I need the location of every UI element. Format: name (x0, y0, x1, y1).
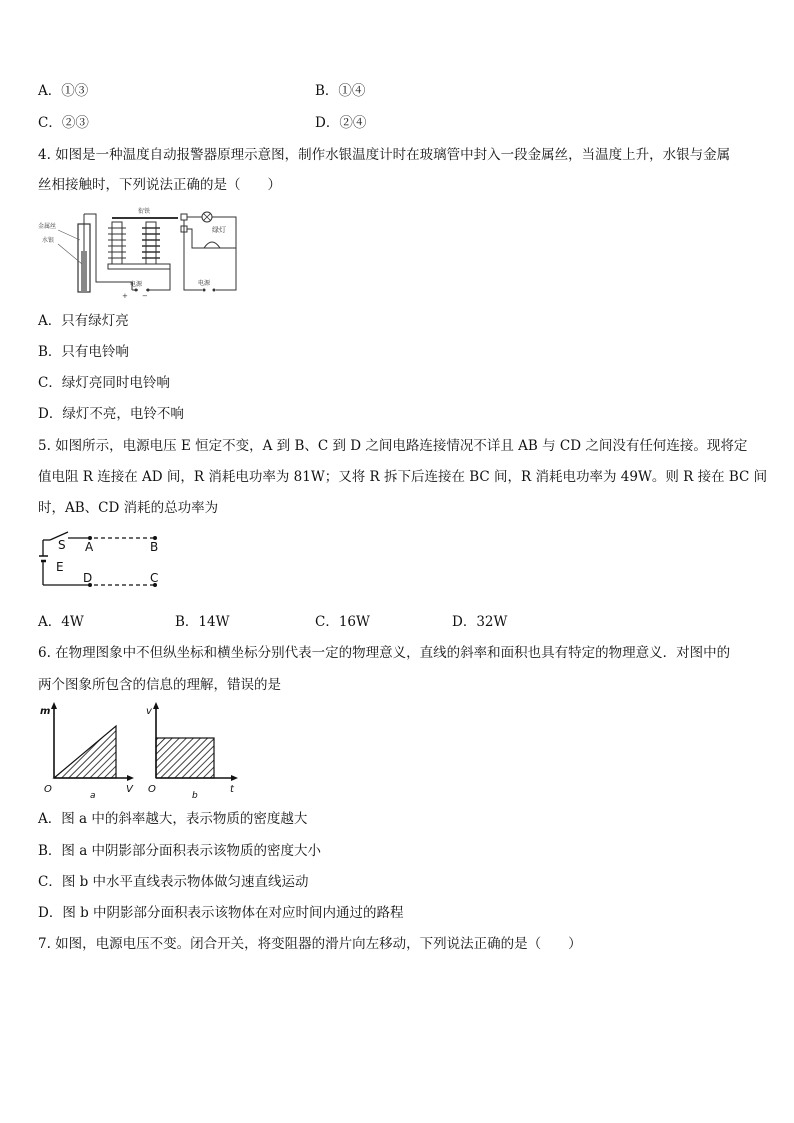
q5-stem-line2: 值电阻 R 连接在 AD 间，R 消耗电功率为 81W；又将 R 拆下后连接在 BC 间，R 消耗电功率为 49W。则 R 接在 BC 间 (38, 469, 768, 485)
label-armature: 衔铁 (138, 208, 151, 215)
label-power-1: 电源 (130, 281, 143, 288)
graph-b (146, 702, 238, 800)
label-power-2: 电源 (198, 280, 211, 287)
graph-a-caption: a (90, 791, 96, 800)
label-A: A (85, 540, 94, 554)
graph-a-y-label: m (40, 706, 51, 717)
q6-option-a: A．图 a 中的斜率越大，表示物质的密度越大 (38, 811, 308, 827)
q5-option-a: A．4W (38, 614, 84, 630)
q6-option-c: C．图 b 中水平直线表示物体做匀速直线运动 (38, 874, 309, 890)
q6-graphs (38, 702, 250, 800)
label-C: C (150, 571, 159, 585)
label-B: B (150, 540, 159, 554)
prev-option-c: C．②③ (38, 115, 89, 131)
q4-option-a: A．只有绿灯亮 (38, 313, 129, 329)
q4-stem-line2: 丝相接触时，下列说法正确的是（ ） (38, 177, 281, 193)
q6-option-d: D．图 b 中阴影部分面积表示该物体在对应时间内通过的路程 (38, 905, 404, 921)
graph-a-origin: O (44, 784, 52, 795)
label-S: S (58, 538, 66, 552)
label-minus: − (142, 292, 148, 300)
graph-b-shaded-area (156, 738, 214, 778)
prev-option-a: A．①③ (38, 83, 89, 99)
q6-stem-line1: 6. 在物理图象中不但纵坐标和横坐标分别代表一定的物理意义，直线的斜率和面积也具有特定的物理意义．对图中的 (38, 645, 731, 661)
label-E: E (56, 560, 64, 574)
graph-b-origin: O (148, 784, 156, 795)
q5-stem-line1: 5. 如图所示，电源电压 E 恒定不变，A 到 B、C 到 D 之间电路连接情况不详且 AB 与 CD 之间没有任何连接。现将定 (38, 438, 748, 454)
q7-stem-line1: 7. 如图，电源电压不变。闭合开关，将变阻器的滑片向左移动，下列说法正确的是（ ） (38, 936, 582, 952)
prev-option-d: D．②④ (315, 115, 367, 131)
graph-a-shaded-area (54, 726, 116, 778)
q5-option-b: B．14W (175, 614, 230, 630)
label-mercury: 水银 (42, 237, 55, 244)
q6-option-b: B．图 a 中阴影部分面积表示该物质的密度大小 (38, 843, 322, 859)
q4-option-b: B．只有电铃响 (38, 344, 129, 360)
q4-option-d: D．绿灯不亮，电铃不响 (38, 406, 184, 422)
graph-a (40, 702, 134, 800)
graph-a-x-label: V (126, 784, 133, 795)
label-D: D (83, 571, 93, 585)
graph-b-caption: b (192, 791, 198, 800)
mercury-column (81, 251, 87, 291)
q5-option-c: C．16W (315, 614, 370, 630)
label-green-lamp: 绿灯 (212, 226, 226, 234)
label-metal-wire: 金属丝 (38, 223, 57, 230)
bell-icon (204, 242, 220, 248)
q4-stem-line1: 4. 如图是一种温度自动报警器原理示意图，制作水银温度计时在玻璃管中封入一段金属丝，当温度上升，水银与金属 (38, 147, 731, 163)
q4-option-c: C．绿灯亮同时电铃响 (38, 375, 170, 391)
q5-stem-line3: 时，AB、CD 消耗的总功率为 (38, 500, 219, 516)
graph-b-x-label: t (230, 784, 234, 795)
graph-b-y-label: v (146, 706, 152, 717)
q4-alarm-circuit-diagram (38, 206, 243, 302)
q5-option-d: D．32W (452, 614, 508, 630)
label-plus: + (122, 292, 128, 300)
q6-stem-line2: 两个图象所包含的信息的理解，错误的是 (38, 677, 281, 693)
prev-option-b: B．①④ (315, 83, 366, 99)
q5-circuit-diagram (38, 528, 168, 596)
